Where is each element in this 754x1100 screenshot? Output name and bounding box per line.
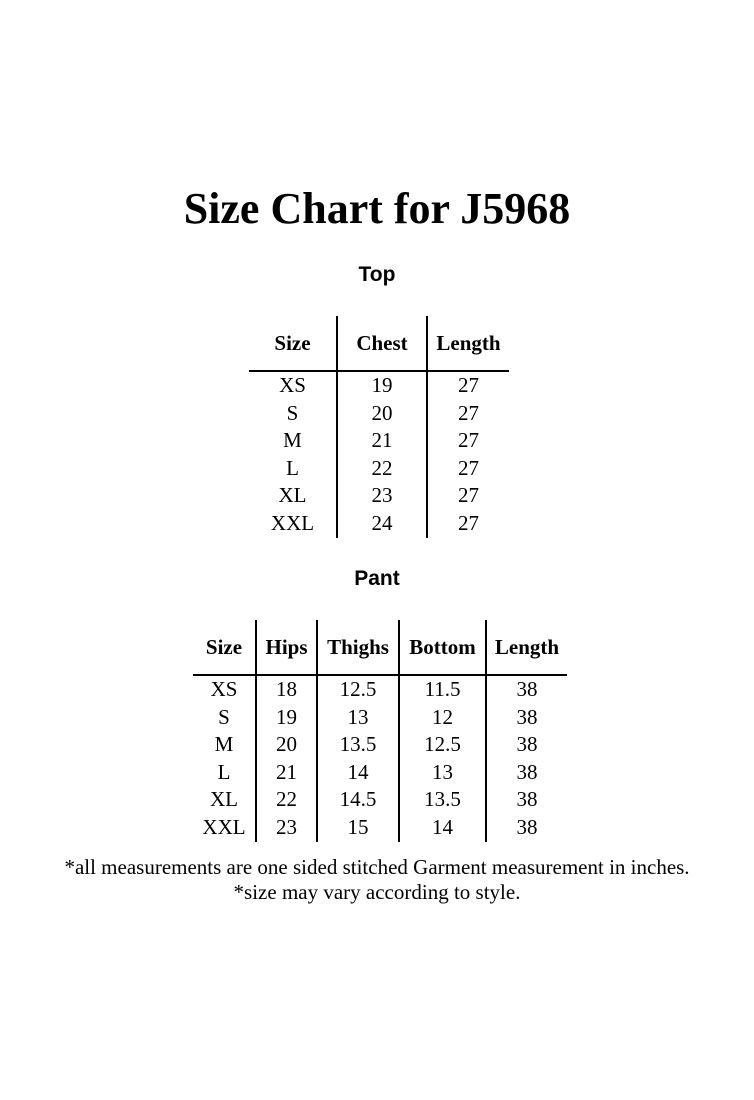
chest-cell: 22 [337,455,427,483]
table-row [193,759,567,787]
bottom-cell: 13.5 [399,786,486,814]
bottom-cell: 12.5 [399,731,486,759]
length-cell: 38 [486,814,567,842]
top-header-row [249,316,509,371]
table-row [193,786,567,814]
size-cell: M [283,428,302,453]
size-cell: XXL [202,814,246,839]
top-header-size: Size [249,316,337,371]
size-cell: XL [278,483,307,508]
pant-section-heading: Pant [354,567,400,590]
size-cell: XS [210,677,238,701]
table-row [193,731,567,759]
table-row [249,427,509,455]
chest-cell: 21 [337,427,427,455]
hips-cell: 21 [256,759,317,787]
size-variance-note: *size may vary according to style. [233,880,521,904]
hips-cell: 22 [256,786,317,814]
top-section-heading: Top [358,263,396,286]
thighs-cell: 13.5 [317,731,399,759]
thighs-cell: 13 [317,704,399,732]
pant-header-hips: Hips [256,620,317,675]
table-row [249,455,509,483]
length-cell: 38 [486,675,567,704]
size-cell: XS [279,373,306,397]
chest-cell: 19 [337,371,427,400]
top-size-table [249,316,509,538]
pant-header-row [193,620,567,675]
pant-header-thighs: Thighs [317,620,399,675]
size-cell: S [218,704,230,729]
chest-cell: 23 [337,482,427,510]
length-cell: 38 [486,731,567,759]
table-row [193,814,567,842]
length-cell: 27 [427,371,509,400]
size-cell: L [217,759,231,784]
thighs-cell: 15 [317,814,399,842]
table-row [193,704,567,732]
chest-cell: 24 [337,510,427,538]
pant-header-size: Size [193,620,256,675]
page-title: Size Chart for J5968 [183,184,571,233]
table-row [249,371,509,400]
size-cell: L [286,455,299,480]
hips-cell: 18 [256,675,317,704]
bottom-cell: 13 [399,759,486,787]
pant-size-table [193,620,567,842]
size-cell: M [214,732,234,757]
length-cell: 27 [427,427,509,455]
hips-cell: 23 [256,814,317,842]
top-header-length: Length [427,316,509,371]
size-cell: XXL [270,510,315,535]
thighs-cell: 14.5 [317,786,399,814]
length-cell: 38 [486,704,567,732]
table-row [193,675,567,704]
pant-header-length: Length [486,620,567,675]
size-cell: XL [210,787,238,812]
pant-header-bottom: Bottom [399,620,486,675]
measurement-note: *all measurements are one sided stitched Garment measurement in inches. [64,855,690,879]
length-cell: 27 [427,455,509,483]
length-cell: 27 [427,510,509,538]
length-cell: 27 [427,482,509,510]
bottom-cell: 12 [399,704,486,732]
table-row [249,482,509,510]
table-row [249,510,509,538]
thighs-cell: 12.5 [317,675,399,704]
bottom-cell: 11.5 [399,675,486,704]
length-cell: 27 [427,400,509,428]
table-row [249,400,509,428]
top-header-chest: Chest [337,316,427,371]
length-cell: 38 [486,759,567,787]
length-cell: 38 [486,786,567,814]
chest-cell: 20 [337,400,427,428]
hips-cell: 19 [256,704,317,732]
size-cell: S [286,400,299,425]
hips-cell: 20 [256,731,317,759]
bottom-cell: 14 [399,814,486,842]
thighs-cell: 14 [317,759,399,787]
